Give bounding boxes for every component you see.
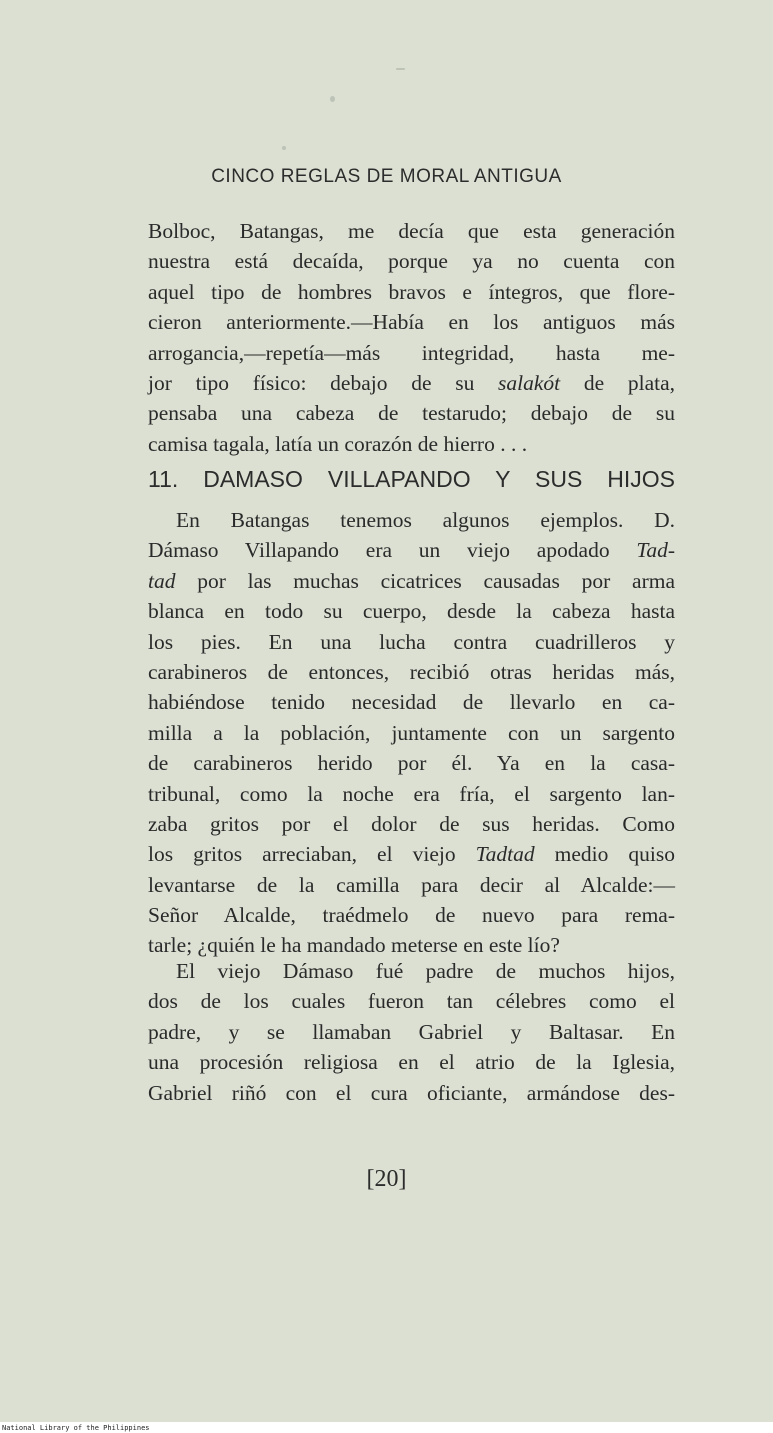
text-line: arrogancia,—repetía—más integridad, hasta me- <box>148 340 675 365</box>
text-line: los pies. En una lucha contra cuadrilleros y <box>148 629 675 654</box>
text-line: los gritos arreciaban, el viejo Tadtad medio quiso <box>148 842 675 867</box>
paragraph-3 <box>148 956 675 1108</box>
text-line: levantarse de la camilla para decir al Alcalde:— <box>148 872 675 897</box>
text-line: Bolboc, Batangas, me decía que esta generación <box>148 219 675 243</box>
text-line: camisa tagala, latía un corazón de hierro . . . <box>148 431 528 456</box>
page-number: [20] <box>366 1166 407 1192</box>
text-line: de carabineros herido por él. Ya en la casa- <box>148 751 675 776</box>
text-line: carabineros de entonces, recibió otras heridas más, <box>148 659 675 684</box>
text-line: pensaba una cabeza de testarudo; debajo de su <box>148 401 675 426</box>
text-line: tarle; ¿quién le ha mandado meterse en este lío? <box>148 933 560 958</box>
text-line: padre, y se llamaban Gabriel y Baltasar. En <box>148 1019 675 1044</box>
text-line: Dámaso Villapando era un viejo apodado Tad- <box>148 538 675 563</box>
text-line: habiéndose tenido necesidad de llevarlo en ca- <box>148 690 675 715</box>
text-line: Gabriel riñó con el cura oficiante, armándose des- <box>148 1080 675 1105</box>
text-line: tribunal, como la noche era fría, el sargento lan- <box>148 781 675 806</box>
running-head: CINCO REGLAS DE MORAL ANTIGUA <box>211 166 562 187</box>
text-line: cieron anteriormente.—Había en los antiguos más <box>148 310 675 335</box>
paragraph-2 <box>148 505 675 961</box>
text-line: milla a la población, juntamente con un sargento <box>148 720 675 745</box>
text-line: zaba gritos por el dolor de sus heridas. Como <box>148 811 675 836</box>
text-line: tad por las muchas cicatrices causadas por arma <box>148 568 675 593</box>
paragraph-1 <box>148 216 675 459</box>
page-blemish <box>396 68 405 70</box>
text-line: Señor Alcalde, traédmelo de nuevo para rema- <box>148 903 675 928</box>
section-heading: 11. DAMASO VILLAPANDO Y SUS HIJOS <box>148 466 675 492</box>
text-line: una procesión religiosa en el atrio de la Iglesia, <box>148 1050 675 1075</box>
text-line: nuestra está decaída, porque ya no cuenta con <box>148 249 675 274</box>
page-blemish <box>330 96 335 102</box>
text-line: jor tipo físico: debajo de su salakót de plata, <box>148 370 676 395</box>
text-line: En Batangas tenemos algunos ejemplos. D. <box>176 508 675 532</box>
text-line: blanca en todo su cuerpo, desde la cabeza hasta <box>148 599 675 624</box>
text-line: dos de los cuales fueron tan célebres como el <box>148 989 675 1014</box>
text-line: El viejo Dámaso fué padre de muchos hijos, <box>176 959 675 983</box>
text-line: aquel tipo de hombres bravos e íntegros, que flore- <box>148 279 675 304</box>
footer-credit: National Library of the Philippines <box>2 1424 150 1432</box>
page-blemish <box>282 146 286 150</box>
